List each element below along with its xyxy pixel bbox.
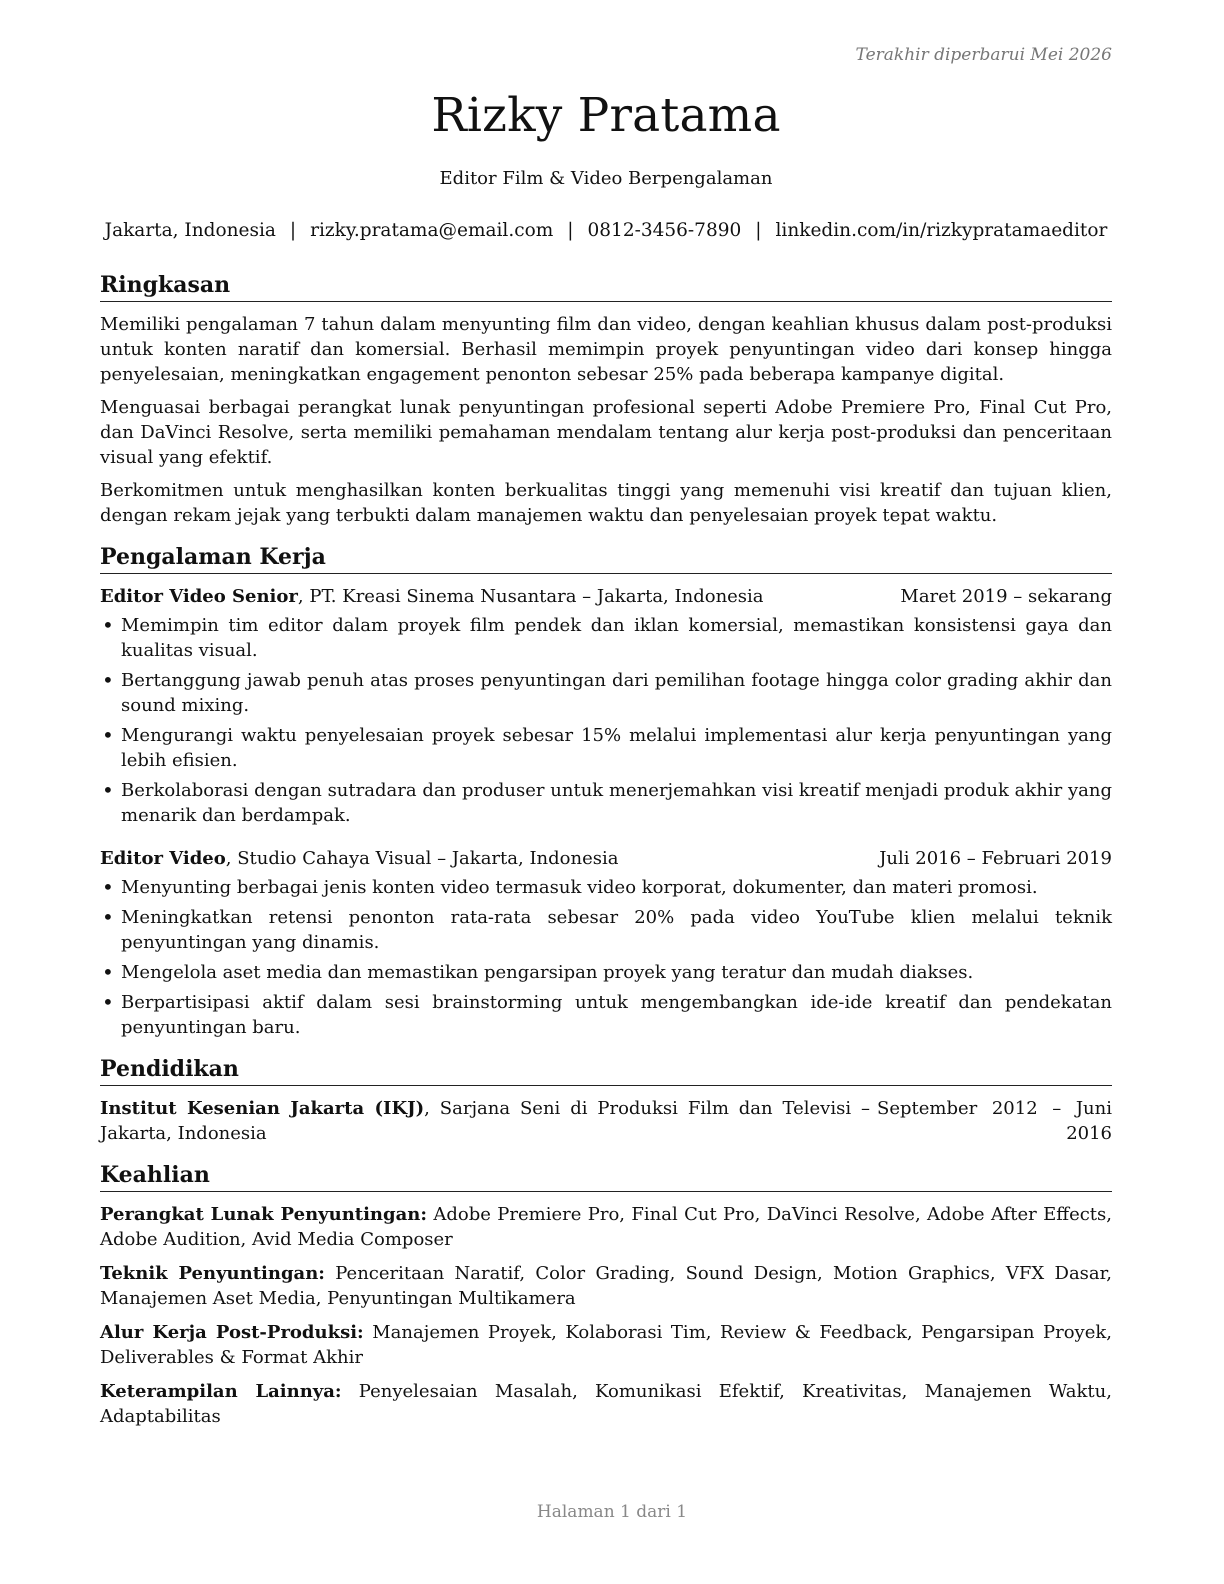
page-number: Halaman 1 dari 1 [536, 1502, 688, 1522]
job-company: , PT. Kreasi Sinema Nusantara – Jakarta, Indonesia [297, 586, 764, 607]
job-dates: Juli 2016 – Februari 2019 [879, 848, 1112, 869]
contact-email[interactable]: rizky.pratama@email.com [310, 220, 554, 241]
skill-row [100, 1379, 1112, 1429]
section-heading-education: Pendidikan [100, 1054, 1112, 1086]
section-heading-skills: Keahlian [100, 1160, 1112, 1192]
job-company: , Studio Cahaya Visual – Jakarta, Indonesia [225, 848, 619, 869]
contact-phone: 0812-3456-7890 [587, 220, 742, 241]
list-item: • Mengelola aset media dan memastikan pengarsipan proyek yang teratur dan mudah diakses. [100, 960, 1112, 985]
list-item: • Memimpin tim editor dalam proyek film pendek dan iklan komersial, memastikan konsistensi gaya dan kualitas visual. [100, 613, 1112, 663]
skills-section [100, 1160, 1112, 1429]
contact-linkedin[interactable]: linkedin.com/in/rizkypratamaeditor [775, 220, 1108, 241]
contact-location: Jakarta, Indonesia [104, 220, 276, 241]
list-item: • Mengurangi waktu penyelesaian proyek sebesar 15% melalui implementasi alur kerja penyuntingan yang lebih efisien. [100, 723, 1112, 773]
contact-separator: | [289, 220, 297, 241]
skill-label: Keterampilan Lainnya: [100, 1381, 342, 1402]
list-item: • Bertanggung jawab penuh atas proses penyuntingan dari pemilihan footage hingga color grading akhir dan sound mixing. [100, 668, 1112, 718]
job-title-line [100, 846, 618, 871]
job-role: Editor Video Senior [100, 586, 298, 607]
skill-row [100, 1320, 1112, 1370]
experience-section [100, 542, 1112, 1040]
skill-value: Penceritaan Naratif, Color Grading, Sound Design, Motion Graphics, VFX Dasar, Manajemen Aset Media, Penyuntingan Multikamera [100, 1263, 1113, 1309]
contact-line [100, 220, 1112, 241]
skill-row [100, 1261, 1112, 1311]
resume-content [100, 270, 1112, 1443]
skill-label: Alur Kerja Post-Produksi: [100, 1322, 364, 1343]
job-header [100, 846, 1112, 871]
job-title-line [100, 584, 764, 609]
last-updated: Terakhir diperbarui Mei 2026 [855, 45, 1112, 65]
education-section [100, 1054, 1112, 1146]
summary-paragraph: Menguasai berbagai perangkat lunak penyuntingan profesional seperti Adobe Premiere Pro, Final Cut Pro, dan DaVinci Resolve, serta memiliki pemahaman mendalam tentang alur kerja post-produksi dan penceritaan visual yang efektif. [100, 397, 1112, 468]
skill-value: Manajemen Proyek, Kolaborasi Tim, Review & Feedback, Pengarsipan Proyek, Deliverables & Format Akhir [100, 1322, 1113, 1368]
summary-paragraph: Berkomitmen untuk menghasilkan konten berkualitas tinggi yang memenuhi visi kreatif dan tujuan klien, dengan rekam jejak yang terbukti dalam manajemen waktu dan penyelesaian proyek tepat waktu. [100, 480, 1112, 526]
job-header [100, 584, 1112, 609]
job-bullets [100, 613, 1112, 828]
job-dates: Maret 2019 – sekarang [900, 586, 1112, 607]
list-item: • Meningkatkan retensi penonton rata-rata sebesar 20% pada video YouTube klien melalui teknik penyuntingan yang dinamis. [100, 905, 1112, 955]
education-degree: , Sarjana Seni di Produksi Film dan Televisi – Jakarta, Indonesia [100, 1098, 870, 1144]
section-heading-experience: Pengalaman Kerja [100, 542, 1112, 574]
job-bullets [100, 875, 1112, 1040]
education-institution: Institut Kesenian Jakarta (IKJ) [100, 1098, 425, 1119]
contact-separator: | [755, 220, 762, 241]
candidate-title: Editor Film & Video Berpengalaman [439, 168, 773, 189]
skill-value: Penyelesaian Masalah, Komunikasi Efektif, Kreativitas, Manajemen Waktu, Adaptabilitas [100, 1381, 1112, 1427]
contact-separator: | [567, 220, 574, 241]
education-institution-line [100, 1096, 870, 1146]
candidate-name: Rizky Pratama [431, 88, 781, 143]
list-item: • Menyunting berbagai jenis konten video termasuk video korporat, dokumenter, dan materi promosi. [100, 875, 1112, 900]
list-item: • Berpartisipasi aktif dalam sesi brainstorming untuk mengembangkan ide-ide kreatif dan pendekatan penyuntingan baru. [100, 990, 1112, 1040]
skill-row [100, 1202, 1112, 1252]
job-role: Editor Video [100, 848, 226, 869]
section-heading-summary: Ringkasan [100, 270, 1112, 302]
list-item: • Berkolaborasi dengan sutradara dan produser untuk menerjemahkan visi kreatif menjadi produk akhir yang menarik dan berdampak. [100, 778, 1112, 828]
summary-paragraph: Memiliki pengalaman 7 tahun dalam menyunting film dan video, dengan keahlian khusus dalam post-produksi untuk konten naratif dan komersial. Berhasil memimpin proyek penyuntingan video dari konsep hingga penyelesaian, meningkatkan engagement penonton sebesar 25% pada beberapa kampanye digital. [100, 314, 1112, 385]
education-dates: September 2012 – Juni 2016 [877, 1098, 1112, 1144]
skill-label: Perangkat Lunak Penyuntingan: [100, 1204, 428, 1225]
education-entry [100, 1096, 1112, 1146]
summary-section [100, 270, 1112, 528]
skill-value: Adobe Premiere Pro, Final Cut Pro, DaVinci Resolve, Adobe After Effects, Adobe Audition, Avid Media Composer [100, 1204, 1112, 1250]
skill-label: Teknik Penyuntingan: [100, 1263, 325, 1284]
